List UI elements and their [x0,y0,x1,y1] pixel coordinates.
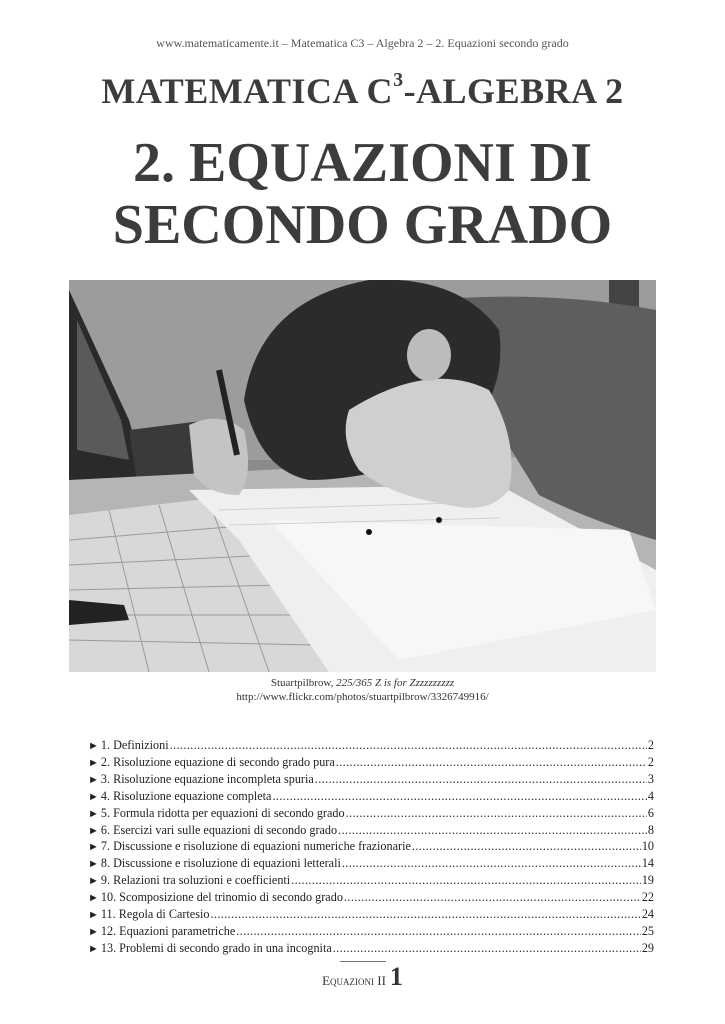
toc-marker-icon: ► [88,756,99,769]
toc-marker-icon: ► [88,875,99,888]
toc-entry-page: 2 [647,738,654,752]
toc-entry-label: 11. Regola di Cartesio [100,907,210,922]
toc-leader [236,924,641,940]
running-header: www.matematicamente.it – Matematica C3 – Algebra 2 – 2. Equazioni secondo grado [156,36,569,50]
toc-entry[interactable] [88,924,654,941]
toc-entry[interactable] [88,856,654,873]
toc-entry-page: 6 [647,805,654,820]
toc-entry-page: 3 [647,771,654,786]
toc-entry-label: 10. Scomposizione del trinomio di secondo grado [100,890,343,905]
toc-leader [291,873,641,889]
toc-entry[interactable] [88,772,654,789]
toc-marker-icon: ► [88,807,99,820]
photo-credit-author: Stuartpilbrow, [270,677,337,689]
toc-entry-label: 13. Problemi di secondo grado in una incognita [100,940,332,955]
toc-marker-icon: ► [88,942,99,955]
toc-marker-icon: ► [88,824,99,837]
toc-entry[interactable] [88,941,654,958]
toc-entry-label: 5. Formula ridotta per equazioni di secondo grado [100,805,345,820]
toc-entry-label: 1. Definizioni [100,738,169,752]
toc-entry-page: 19 [641,873,654,888]
toc-entry-label: 2. Risoluzione equazione di secondo grado pura [100,754,335,769]
photo-credit-title: 225/365 Z is for Zzzzzzzzzz [336,677,455,689]
toc-leader [344,890,641,906]
toc-entry[interactable] [88,839,654,856]
photo-credit [0,676,725,690]
toc-entry[interactable] [88,806,654,823]
toc-marker-icon: ► [88,790,99,803]
toc-entry-label: 9. Relazioni tra soluzioni e coefficienti [100,873,291,888]
toc-leader [315,772,647,788]
toc-entry-label: 12. Equazioni parametriche [100,923,236,938]
toc-entry-page: 25 [641,923,654,938]
toc-marker-icon: ► [88,909,99,922]
toc-entry-label: 4. Risoluzione equazione completa [100,788,272,803]
toc-entry-page: 8 [647,822,654,837]
toc-entry-page: 29 [641,940,654,955]
toc-entry[interactable] [88,823,654,840]
toc-entry-label: 8. Discussione e risoluzione di equazioni letterali [100,856,341,871]
toc-marker-icon: ► [88,858,99,871]
toc-leader [336,755,647,771]
toc-leader [272,789,646,805]
toc-entry[interactable] [88,738,654,755]
table-of-contents [88,738,654,958]
toc-entry-page: 2 [647,754,654,769]
series-superscript: 3 [393,69,404,91]
toc-entry-page: 4 [647,788,654,803]
toc-leader [210,907,640,923]
toc-entry[interactable] [88,873,654,890]
toc-entry-label: 3. Risoluzione equazione incompleta spuria [100,771,314,786]
toc-entry-page: 14 [641,856,654,871]
toc-marker-icon: ► [88,773,99,786]
toc-entry[interactable] [88,890,654,907]
toc-marker-icon: ► [88,841,99,854]
toc-marker-icon: ► [88,925,99,938]
toc-entry-label: 6. Esercizi vari sulle equazioni di secondo grado [100,822,338,837]
page-footer [0,962,725,992]
photo-caption [0,676,725,704]
toc-entry[interactable] [88,755,654,772]
toc-entry-page: 10 [641,839,654,854]
toc-marker-icon: ► [88,740,99,752]
toc-entry-page: 22 [641,890,654,905]
toc-leader [338,823,647,839]
page-number: 1 [389,962,403,991]
toc-leader [346,806,647,822]
toc-entry[interactable] [88,907,654,924]
photo-credit-url[interactable]: http://www.flickr.com/photos/stuartpilbrow/3326749916/ [236,691,489,703]
toc-marker-icon: ► [88,892,99,905]
toc-entry-page: 24 [641,907,654,922]
series-title [0,70,725,112]
chapter-title-line-2: SECONDO GRADO [112,194,613,256]
chapter-title [0,132,725,256]
series-suffix: -ALGEBRA 2 [403,71,624,111]
footer-label: Equazioni II [322,973,386,988]
chapter-title-line-1: 2. EQUAZIONI DI [133,132,592,194]
toc-leader [412,839,641,855]
toc-leader [170,738,647,754]
cover-photo [69,280,656,672]
toc-leader [342,856,641,872]
toc-leader [333,941,641,957]
toc-entry[interactable] [88,789,654,806]
series-prefix: MATEMATICA C [101,71,394,111]
toc-entry-label: 7. Discussione e risoluzione di equazioni numeriche frazionarie [100,839,411,854]
